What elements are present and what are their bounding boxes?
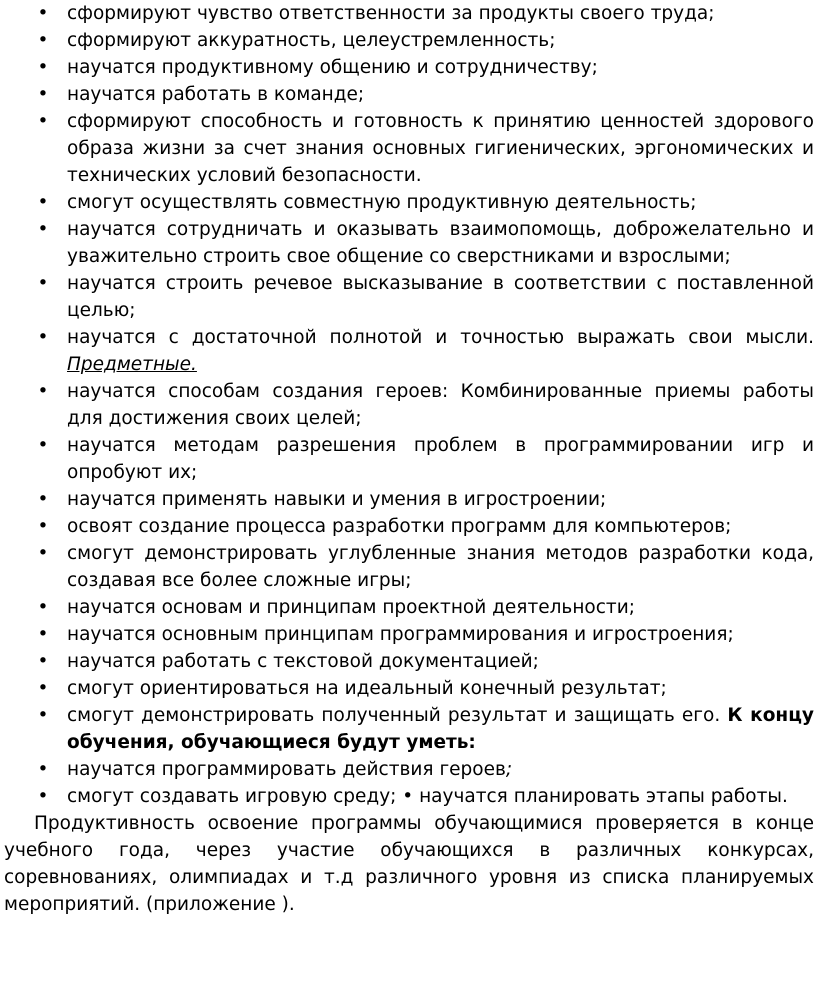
bullet-icon: • — [37, 192, 49, 213]
list-item-text: сформируют чувство ответственности за продукты своего труда; — [67, 3, 715, 24]
bullet-icon: • — [37, 651, 49, 672]
list-item-text: смогут демонстрировать полученный результат и защищать его. — [67, 705, 721, 726]
bullet-icon: • — [37, 705, 49, 726]
section-label: Предметные. — [67, 354, 197, 375]
list-item — [4, 81, 814, 108]
bullet-icon: • — [37, 327, 49, 348]
list-item-text: научатся строить речевое высказывание в соответствии с поставленной целью; — [67, 273, 814, 321]
list-item — [4, 189, 814, 216]
list-item — [4, 702, 814, 756]
list-item-text: научатся с достаточной полнотой и точностью выражать свои мысли. — [67, 327, 814, 348]
list-item — [4, 540, 814, 594]
list-item-text: научатся способам создания героев: Комбинированные приемы работы для достижения своих целей; — [67, 381, 814, 429]
list-item — [4, 378, 814, 432]
bullet-icon: • — [37, 57, 49, 78]
bullet-icon: • — [37, 489, 49, 510]
list-item — [4, 324, 814, 378]
list-item-text: смогут ориентироваться на идеальный конечный результат; — [67, 678, 667, 699]
closing-paragraph: Продуктивность освоение программы обучающимися проверяется в конце учебного года, через участие обучающихся в различных конкурсах, соревнованиях, олимпиадах и т.д различного уровня из списка планируемых мероприятий. (приложение ). — [4, 813, 814, 915]
bullet-icon: • — [37, 381, 49, 402]
bullet-icon: • — [37, 759, 49, 780]
list-item-text: смогут демонстрировать углубленные знания методов разработки кода, создавая все более сложные игры; — [67, 543, 814, 591]
document-page — [4, 0, 814, 918]
bullet-icon: • — [37, 435, 49, 456]
list-item-punctuation: ; — [505, 759, 513, 780]
bullet-icon: • — [37, 624, 49, 645]
list-item — [4, 432, 814, 486]
list-item — [4, 621, 814, 648]
bullet-icon: • — [37, 597, 49, 618]
list-item — [4, 675, 814, 702]
list-item-text: научатся сотрудничать и оказывать взаимопомощь, доброжелательно и уважительно строить свое общение со сверстниками и взрослыми; — [67, 219, 814, 267]
list-item — [4, 54, 814, 81]
list-item — [4, 27, 814, 54]
bullet-icon: • — [37, 3, 49, 24]
list-item — [4, 756, 814, 783]
bullet-icon: • — [37, 516, 49, 537]
list-item — [4, 648, 814, 675]
list-item-text: научатся работать в команде; — [67, 84, 365, 105]
list-item-text: сформируют способность и готовность к принятию ценностей здорового образа жизни за счет знания основных гигиенических, эргономических и технических условий безопасности. — [67, 111, 814, 186]
list-item-text: научатся методам разрешения проблем в программировании игр и опробуют их; — [67, 435, 814, 483]
list-item-text: научатся основам и принципам проектной деятельности; — [67, 597, 635, 618]
list-item — [4, 108, 814, 189]
bullet-icon: • — [37, 219, 49, 240]
list-item-text: научатся основным принципам программирования и игростроения; — [67, 624, 734, 645]
list-item-text: научатся продуктивному общению и сотрудничеству; — [67, 57, 598, 78]
outcomes-list — [4, 0, 814, 810]
bullet-icon: • — [37, 111, 49, 132]
list-item-text: научатся работать с текстовой документацией; — [67, 651, 539, 672]
bullet-icon: • — [37, 678, 49, 699]
bullet-icon: • — [37, 273, 49, 294]
list-item — [4, 216, 814, 270]
list-item-inline-extra: • научатся планировать этапы работы. — [402, 786, 788, 807]
list-item — [4, 513, 814, 540]
list-item — [4, 783, 814, 810]
list-item-text: смогут создавать игровую среду; — [67, 786, 397, 807]
list-item-text: сформируют аккуратность, целеустремленность; — [67, 30, 556, 51]
list-item-text: научатся применять навыки и умения в игростроении; — [67, 489, 607, 510]
list-item — [4, 0, 814, 27]
list-item-text: смогут осуществлять совместную продуктивную деятельность; — [67, 192, 697, 213]
list-item — [4, 594, 814, 621]
list-item — [4, 270, 814, 324]
bullet-icon: • — [37, 543, 49, 564]
bullet-icon: • — [37, 84, 49, 105]
list-item-text: научатся программировать действия героев — [67, 759, 506, 780]
bullet-icon: • — [37, 30, 49, 51]
bullet-icon: • — [37, 786, 49, 807]
list-item — [4, 486, 814, 513]
list-item-text: освоят создание процесса разработки программ для компьютеров; — [67, 516, 732, 537]
section-heading: К концу обучения, обучающиеся будут уметь: — [67, 705, 814, 753]
